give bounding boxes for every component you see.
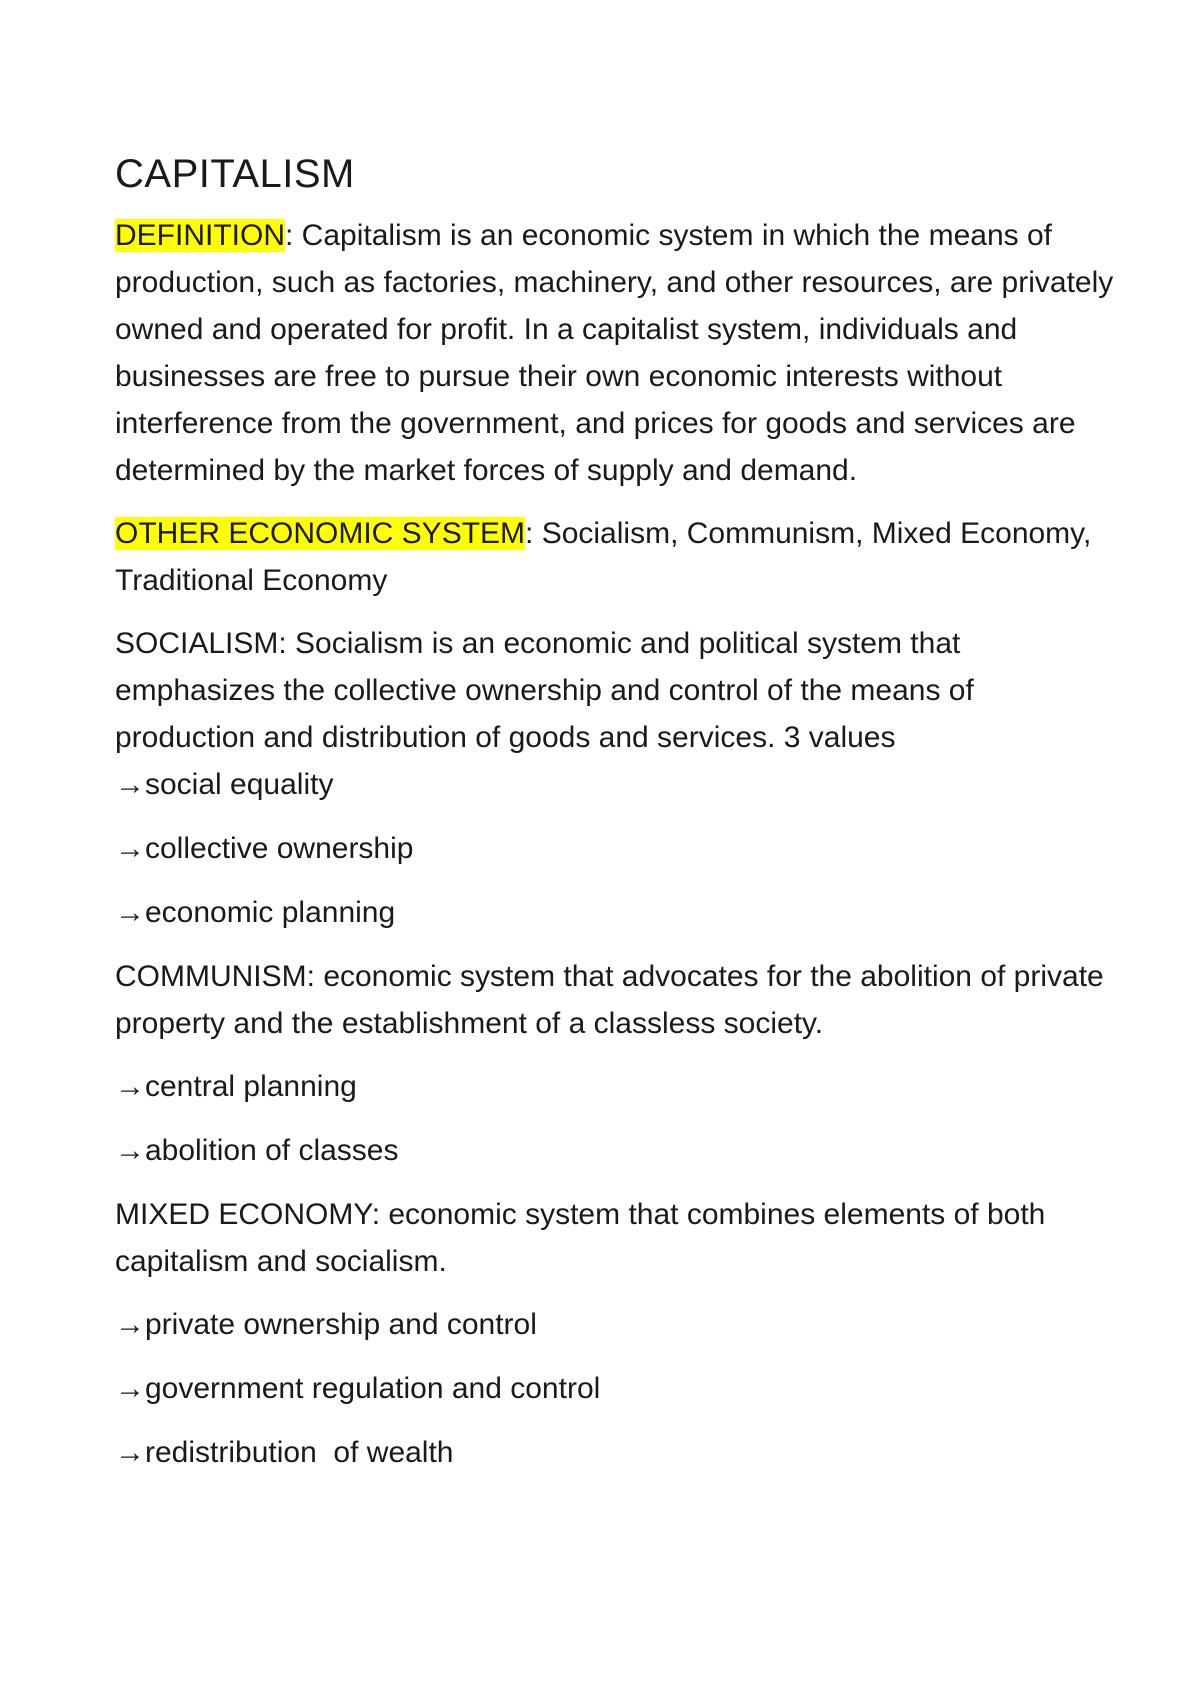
socialism-bullet (115, 825, 1115, 872)
arrow-icon: → (115, 1372, 145, 1405)
mixed-economy-bullet (115, 1365, 1115, 1412)
arrow-icon: → (115, 1436, 145, 1469)
arrow-icon: → (115, 832, 145, 865)
bullet-text: government regulation and control (145, 1372, 601, 1405)
communism-bullet (115, 1127, 1115, 1174)
other-systems-label: OTHER ECONOMIC SYSTEM (115, 517, 526, 550)
arrow-icon: → (115, 1308, 145, 1341)
communism-bullet (115, 1063, 1115, 1110)
arrow-icon: → (115, 896, 145, 929)
other-systems-paragraph (115, 510, 1115, 604)
definition-label: DEFINITION (115, 219, 285, 252)
socialism-bullet (115, 761, 1115, 808)
socialism-bullet (115, 889, 1115, 936)
bullet-text: private ownership and control (145, 1308, 537, 1341)
mixed-economy-bullet (115, 1429, 1115, 1476)
bullet-text: abolition of classes (145, 1134, 399, 1167)
mixed-economy-bullet (115, 1301, 1115, 1348)
definition-paragraph (115, 212, 1115, 494)
document-body (115, 150, 1115, 1493)
communism-paragraph: COMMUNISM: economic system that advocates for the abolition of private property and the establishment of a classless society. (115, 960, 1104, 1040)
bullet-text: collective ownership (145, 832, 414, 865)
definition-text: : Capitalism is an economic system in which the means of production, such as factories, machinery, and other resources, are privately owned and operated for profit. In a capitalist system, individuals and businesses are free to pursue their own economic interests without interference from the government, and prices for goods and services are determined by the market forces of supply and demand. (115, 219, 1114, 487)
bullet-text: redistribution of wealth (145, 1436, 454, 1469)
bullet-text: economic planning (145, 896, 396, 929)
arrow-icon: → (115, 1134, 145, 1167)
arrow-icon: → (115, 768, 145, 801)
other-systems-text: : Socialism, Communism, Mixed Economy, Traditional Economy (115, 517, 1092, 597)
bullet-text: central planning (145, 1070, 357, 1103)
socialism-paragraph: SOCIALISM: Socialism is an economic and political system that emphasizes the collective ownership and control of the means of production and distribution of goods and services. 3 values (115, 627, 974, 754)
document-title: CAPITALISM (115, 152, 355, 196)
bullet-text: social equality (145, 768, 334, 801)
mixed-economy-paragraph: MIXED ECONOMY: economic system that combines elements of both capitalism and socialism. (115, 1198, 1046, 1278)
arrow-icon: → (115, 1070, 145, 1103)
